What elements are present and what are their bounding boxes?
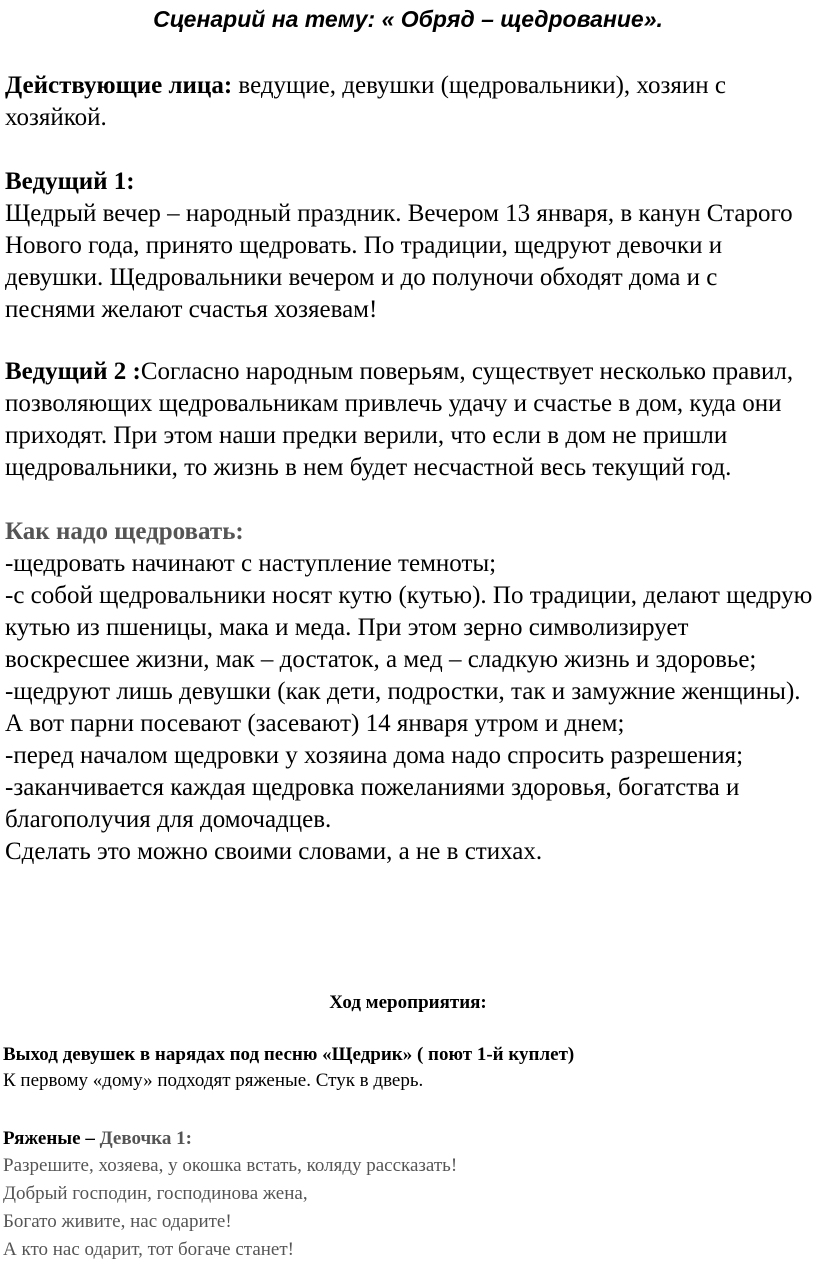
cast-text: ведущие, девушки (щедровальники), хозяин с хозяйкой. xyxy=(5,72,726,131)
verse-line: А кто нас одарит, тот богаче станет! xyxy=(3,1239,294,1260)
verse-line: Добрый господин, господинова жена, xyxy=(3,1183,308,1204)
rules-list xyxy=(0,548,816,868)
exit-line: Выход девушек в нарядах под песню «Щедрик» ( поют 1-й куплет) xyxy=(3,1044,575,1065)
event-heading: Ход мероприятия: xyxy=(329,992,487,1013)
list-item: -с собой щедровальники носят кутю (кутью). По традиции, делают щедрую кутью из пшеницы, мака и меда. При этом зерно символизирует воскресшее жизни, мак – достаток, а мед – сладкую жизнь и здоровье; xyxy=(5,582,813,673)
host1-text: Щедрый вечер – народный праздник. Вечером 13 января, в канун Старого Нового года, принято щедровать. По традиции, щедруют девочки и девушки. Щедровальники вечером и до полуночи обходят дома и с песнями желают счастья хозяевам! xyxy=(5,200,793,323)
host1-label: Ведущий 1: xyxy=(5,168,135,195)
list-item: -заканчивается каждая щедровка пожеланиями здоровья, богатства и благополучия для домочадцев. xyxy=(5,774,740,833)
stage-direction: К первому «дому» подходят ряженые. Стук в дверь. xyxy=(3,1070,424,1091)
list-item: -щедровать начинают с наступление темноты; xyxy=(5,550,497,577)
list-item: -перед началом щедровки у хозяина дома надо спросить разрешения; xyxy=(5,742,744,769)
speaker-group: Ряженые – xyxy=(3,1128,100,1149)
closing-line: Сделать это можно своими словами, а не в стихах. xyxy=(5,838,543,865)
speaker-line xyxy=(3,1126,816,1152)
verse-line: Богато живите, нас одарите! xyxy=(3,1211,232,1232)
host2-text: Согласно народным поверьям, существует несколько правил, позволяющих щедровальникам привлечь удачу и счастье в дом, куда они приходят. При этом наши предки верили, что если в дом не пришли щедровальники, то жизнь в нем будет несчастной весь текущий год. xyxy=(5,358,794,481)
rules-heading: Как надо щедровать: xyxy=(5,518,244,545)
host2-paragraph xyxy=(5,356,813,484)
document-title: Сценарий на тему: « Обряд – щедрование». xyxy=(153,6,663,32)
list-item: -щедруют лишь девушки (как дети, подростки, так и замужние женщины). А вот парни посевают (засевают) 14 января утром и днем; xyxy=(5,678,801,737)
verse-block xyxy=(3,1152,813,1264)
host2-label: Ведущий 2 : xyxy=(5,358,141,385)
cast-paragraph xyxy=(5,70,813,134)
speaker-name: Девочка 1: xyxy=(99,1128,192,1149)
verse-line: Разрешите, хозяева, у окошка встать, коляду рассказать! xyxy=(3,1155,458,1176)
cast-label: Действующие лица: xyxy=(5,72,233,99)
